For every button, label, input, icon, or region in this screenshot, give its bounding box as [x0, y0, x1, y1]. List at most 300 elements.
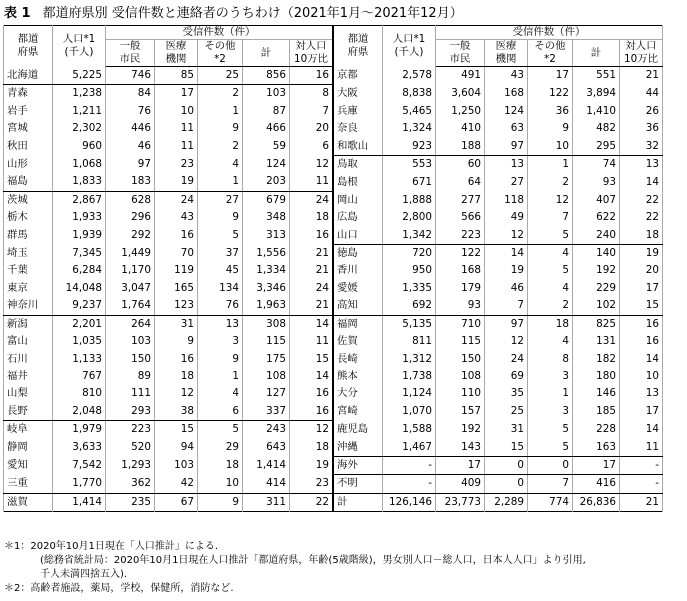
header-medical-r: 医療 機関	[485, 40, 528, 67]
left-other-cell: 5	[198, 227, 243, 245]
table-row	[4, 493, 663, 511]
left-citizen-cell: 1,170	[106, 262, 155, 279]
left-per100k-cell: 21	[290, 297, 334, 315]
table-caption: 都道府県別 受信件数と連絡者のうちわけ（2021年1月～2021年12月）	[42, 6, 463, 21]
right-medical-cell: 12	[485, 333, 528, 350]
left-other-cell: 27	[198, 191, 243, 209]
left-per100k-cell: 18	[290, 439, 334, 457]
right-other-cell: 18	[528, 315, 573, 333]
right-total-cell: 240	[573, 227, 620, 245]
right-population-cell: 1,467	[383, 439, 436, 457]
left-total-cell: 103	[243, 85, 290, 103]
left-per100k-cell: 14	[290, 368, 334, 385]
right-medical-cell: 27	[485, 173, 528, 191]
right-pref-cell: 宮崎	[333, 403, 383, 421]
right-total-cell: 17	[573, 456, 620, 474]
right-other-cell: 17	[528, 67, 573, 85]
left-population-cell: 2,048	[53, 403, 106, 421]
right-other-cell: 9	[528, 120, 573, 137]
left-other-cell: 9	[198, 120, 243, 137]
header-total: 計	[243, 40, 290, 67]
right-citizen-cell: 223	[436, 227, 485, 245]
left-pref-cell: 新潟	[4, 315, 53, 333]
right-pref-cell: 大阪	[333, 85, 383, 103]
left-citizen-cell: 3,047	[106, 280, 155, 297]
left-pref-cell: 山形	[4, 156, 53, 174]
right-population-cell: 720	[383, 245, 436, 263]
right-medical-cell: 2,289	[485, 493, 528, 511]
header-citizen: 一般 市民	[106, 40, 155, 67]
table-row	[4, 280, 663, 297]
right-population-cell: 1,312	[383, 351, 436, 368]
left-per100k-cell: 12	[290, 156, 334, 174]
left-medical-cell: 12	[155, 385, 198, 402]
right-other-cell: 122	[528, 85, 573, 103]
left-citizen-cell: 76	[106, 103, 155, 120]
right-pref-cell: 愛媛	[333, 280, 383, 297]
left-citizen-cell: 746	[106, 67, 155, 85]
right-pref-cell: 海外	[333, 456, 383, 474]
right-per100k-cell: 26	[620, 103, 663, 120]
right-total-cell: 229	[573, 280, 620, 297]
right-medical-cell: 43	[485, 67, 528, 85]
right-total-cell: 551	[573, 67, 620, 85]
left-population-cell: 9,237	[53, 297, 106, 315]
right-per100k-cell: 17	[620, 280, 663, 297]
right-citizen-cell: 60	[436, 156, 485, 174]
left-total-cell: 124	[243, 156, 290, 174]
left-population-cell: 3,633	[53, 439, 106, 457]
right-total-cell: 192	[573, 262, 620, 279]
table-row	[4, 421, 663, 439]
right-per100k-cell: 14	[620, 421, 663, 439]
left-pref-cell: 静岡	[4, 439, 53, 457]
left-citizen-cell: 362	[106, 475, 155, 493]
right-pref-cell: 不明	[333, 475, 383, 493]
left-other-cell: 3	[198, 333, 243, 350]
right-population-cell: 2,578	[383, 67, 436, 85]
footnote-1-detail: (総務省統計局：2020年10月1日現在人口推計「都道府県，年齢(5歳階級)，男女別人口－総人口，日本人人口」より引用,	[40, 555, 586, 566]
right-pref-cell: 奈良	[333, 120, 383, 137]
right-per100k-cell: 16	[620, 315, 663, 333]
left-per100k-cell: 21	[290, 262, 334, 279]
header-other: その他 *2	[198, 40, 243, 67]
right-pref-cell: 鹿児島	[333, 421, 383, 439]
left-pref-cell: 宮城	[4, 120, 53, 137]
right-medical-cell: 12	[485, 227, 528, 245]
right-population-cell: 811	[383, 333, 436, 350]
right-medical-cell: 25	[485, 403, 528, 421]
left-population-cell: 767	[53, 368, 106, 385]
table-row	[4, 120, 663, 137]
header-group: 受信件数（件）	[106, 26, 334, 40]
right-citizen-cell: 566	[436, 209, 485, 226]
right-other-cell: 3	[528, 368, 573, 385]
left-population-cell: 810	[53, 385, 106, 402]
right-pref-cell: 佐賀	[333, 333, 383, 350]
right-citizen-cell: 157	[436, 403, 485, 421]
right-pref-cell: 計	[333, 493, 383, 511]
right-total-cell: 180	[573, 368, 620, 385]
left-pref-cell: 神奈川	[4, 297, 53, 315]
left-citizen-cell: 296	[106, 209, 155, 226]
right-per100k-cell: 44	[620, 85, 663, 103]
left-medical-cell: 38	[155, 403, 198, 421]
right-total-cell: 140	[573, 245, 620, 263]
right-other-cell: 0	[528, 456, 573, 474]
left-citizen-cell: 150	[106, 351, 155, 368]
right-citizen-cell: 3,604	[436, 85, 485, 103]
right-per100k-cell: 21	[620, 67, 663, 85]
right-medical-cell: 46	[485, 280, 528, 297]
left-population-cell: 14,048	[53, 280, 106, 297]
table-row	[4, 403, 663, 421]
table-row	[4, 156, 663, 174]
left-medical-cell: 85	[155, 67, 198, 85]
table-row	[4, 85, 663, 103]
left-other-cell: 6	[198, 403, 243, 421]
table-row	[4, 475, 663, 493]
left-population-cell: 1,770	[53, 475, 106, 493]
left-medical-cell: 16	[155, 351, 198, 368]
right-pref-cell: 熊本	[333, 368, 383, 385]
left-pref-cell: 三重	[4, 475, 53, 493]
right-total-cell: 416	[573, 475, 620, 493]
header-pop: 人口*1 (千人)	[53, 26, 106, 67]
right-medical-cell: 49	[485, 209, 528, 226]
right-per100k-cell: 13	[620, 156, 663, 174]
header-per100k-r: 対人口 10万比	[620, 40, 663, 67]
right-citizen-cell: 110	[436, 385, 485, 402]
right-total-cell: 407	[573, 191, 620, 209]
table-row	[4, 209, 663, 226]
right-pref-cell: 広島	[333, 209, 383, 226]
left-total-cell: 348	[243, 209, 290, 226]
table-body	[4, 67, 663, 512]
right-total-cell: 146	[573, 385, 620, 402]
right-citizen-cell: 277	[436, 191, 485, 209]
left-population-cell: 960	[53, 138, 106, 156]
left-per100k-cell: 16	[290, 67, 334, 85]
left-population-cell: 1,238	[53, 85, 106, 103]
left-total-cell: 1,556	[243, 245, 290, 263]
right-other-cell: 5	[528, 262, 573, 279]
right-citizen-cell: 188	[436, 138, 485, 156]
left-citizen-cell: 84	[106, 85, 155, 103]
right-citizen-cell: 115	[436, 333, 485, 350]
left-medical-cell: 15	[155, 421, 198, 439]
left-other-cell: 9	[198, 351, 243, 368]
left-citizen-cell: 97	[106, 156, 155, 174]
left-medical-cell: 18	[155, 368, 198, 385]
header-other-r: その他 *2	[528, 40, 573, 67]
left-per100k-cell: 7	[290, 103, 334, 120]
right-citizen-cell: 143	[436, 439, 485, 457]
left-total-cell: 175	[243, 351, 290, 368]
right-total-cell: 26,836	[573, 493, 620, 511]
right-per100k-cell: 18	[620, 227, 663, 245]
left-other-cell: 9	[198, 493, 243, 511]
right-medical-cell: 7	[485, 297, 528, 315]
right-population-cell: 1,588	[383, 421, 436, 439]
left-per100k-cell: 16	[290, 385, 334, 402]
right-population-cell: 1,070	[383, 403, 436, 421]
right-other-cell: 12	[528, 191, 573, 209]
table-row	[4, 67, 663, 85]
right-citizen-cell: 64	[436, 173, 485, 191]
right-total-cell: 482	[573, 120, 620, 137]
right-per100k-cell: 17	[620, 403, 663, 421]
right-total-cell: 182	[573, 351, 620, 368]
right-total-cell: 295	[573, 138, 620, 156]
table-row	[4, 262, 663, 279]
right-population-cell: 2,800	[383, 209, 436, 226]
left-total-cell: 115	[243, 333, 290, 350]
right-pref-cell: 京都	[333, 67, 383, 85]
table-row	[4, 456, 663, 474]
right-total-cell: 131	[573, 333, 620, 350]
left-total-cell: 203	[243, 173, 290, 191]
left-per100k-cell: 15	[290, 351, 334, 368]
left-per100k-cell: 23	[290, 475, 334, 493]
left-pref-cell: 滋賀	[4, 493, 53, 511]
right-other-cell: 36	[528, 103, 573, 120]
footnote-2: ＊2：高齢者施設，薬局，学校，保健所，消防など.	[4, 583, 234, 594]
left-medical-cell: 103	[155, 456, 198, 474]
right-population-cell: 5,465	[383, 103, 436, 120]
right-other-cell: 4	[528, 280, 573, 297]
right-other-cell: 5	[528, 227, 573, 245]
left-total-cell: 856	[243, 67, 290, 85]
right-total-cell: 622	[573, 209, 620, 226]
left-other-cell: 5	[198, 421, 243, 439]
left-pref-cell: 栃木	[4, 209, 53, 226]
right-pref-cell: 香川	[333, 262, 383, 279]
left-citizen-cell: 1,764	[106, 297, 155, 315]
left-medical-cell: 10	[155, 103, 198, 120]
right-per100k-cell: 19	[620, 245, 663, 263]
left-medical-cell: 19	[155, 173, 198, 191]
right-other-cell: 1	[528, 385, 573, 402]
right-total-cell: 3,894	[573, 85, 620, 103]
left-total-cell: 414	[243, 475, 290, 493]
right-other-cell: 1	[528, 156, 573, 174]
right-total-cell: 825	[573, 315, 620, 333]
left-total-cell: 59	[243, 138, 290, 156]
table-row	[4, 333, 663, 350]
data-table-wrapper	[3, 25, 663, 512]
right-pref-cell: 大分	[333, 385, 383, 402]
table-title	[4, 2, 463, 21]
right-citizen-cell: 168	[436, 262, 485, 279]
left-other-cell: 134	[198, 280, 243, 297]
left-medical-cell: 94	[155, 439, 198, 457]
left-population-cell: 5,225	[53, 67, 106, 85]
right-other-cell: 7	[528, 209, 573, 226]
left-medical-cell: 42	[155, 475, 198, 493]
left-medical-cell: 16	[155, 227, 198, 245]
right-per100k-cell: 22	[620, 191, 663, 209]
left-per100k-cell: 20	[290, 120, 334, 137]
right-medical-cell: 13	[485, 156, 528, 174]
table-row	[4, 368, 663, 385]
left-total-cell: 466	[243, 120, 290, 137]
right-other-cell: 7	[528, 475, 573, 493]
left-population-cell: 7,345	[53, 245, 106, 263]
header-pref: 都道 府県	[4, 26, 53, 67]
left-other-cell: 4	[198, 385, 243, 402]
left-citizen-cell: 223	[106, 421, 155, 439]
right-citizen-cell: 491	[436, 67, 485, 85]
left-total-cell: 337	[243, 403, 290, 421]
left-pref-cell: 秋田	[4, 138, 53, 156]
left-other-cell: 29	[198, 439, 243, 457]
left-population-cell: 2,867	[53, 191, 106, 209]
left-total-cell: 243	[243, 421, 290, 439]
left-medical-cell: 9	[155, 333, 198, 350]
right-other-cell: 4	[528, 245, 573, 263]
right-per100k-cell: 11	[620, 439, 663, 457]
right-population-cell: 1,124	[383, 385, 436, 402]
right-population-cell: 1,335	[383, 280, 436, 297]
right-medical-cell: 35	[485, 385, 528, 402]
right-other-cell: 5	[528, 421, 573, 439]
left-pref-cell: 長野	[4, 403, 53, 421]
left-citizen-cell: 292	[106, 227, 155, 245]
left-medical-cell: 70	[155, 245, 198, 263]
right-other-cell: 5	[528, 439, 573, 457]
left-medical-cell: 11	[155, 120, 198, 137]
right-per100k-cell: 21	[620, 493, 663, 511]
right-pref-cell: 徳島	[333, 245, 383, 263]
left-population-cell: 1,035	[53, 333, 106, 350]
left-total-cell: 679	[243, 191, 290, 209]
right-medical-cell: 0	[485, 475, 528, 493]
left-per100k-cell: 16	[290, 403, 334, 421]
right-population-cell: 8,838	[383, 85, 436, 103]
table-row	[4, 245, 663, 263]
left-citizen-cell: 264	[106, 315, 155, 333]
left-other-cell: 18	[198, 456, 243, 474]
left-per100k-cell: 19	[290, 456, 334, 474]
right-per100k-cell: 15	[620, 297, 663, 315]
table-label: 表 1	[4, 6, 31, 21]
left-other-cell: 45	[198, 262, 243, 279]
left-citizen-cell: 89	[106, 368, 155, 385]
right-total-cell: 163	[573, 439, 620, 457]
left-other-cell: 25	[198, 67, 243, 85]
right-citizen-cell: 409	[436, 475, 485, 493]
right-other-cell: 4	[528, 333, 573, 350]
right-per100k-cell: 14	[620, 351, 663, 368]
left-other-cell: 1	[198, 173, 243, 191]
left-medical-cell: 17	[155, 85, 198, 103]
left-per100k-cell: 12	[290, 421, 334, 439]
left-population-cell: 1,933	[53, 209, 106, 226]
left-total-cell: 108	[243, 368, 290, 385]
header-total-r: 計	[573, 40, 620, 67]
right-per100k-cell: 22	[620, 209, 663, 226]
left-medical-cell: 165	[155, 280, 198, 297]
left-per100k-cell: 6	[290, 138, 334, 156]
left-population-cell: 1,833	[53, 173, 106, 191]
left-per100k-cell: 11	[290, 173, 334, 191]
right-other-cell: 774	[528, 493, 573, 511]
left-per100k-cell: 24	[290, 191, 334, 209]
right-pref-cell: 沖縄	[333, 439, 383, 457]
left-population-cell: 1,414	[53, 493, 106, 511]
left-citizen-cell: 235	[106, 493, 155, 511]
left-population-cell: 2,302	[53, 120, 106, 137]
left-total-cell: 3,346	[243, 280, 290, 297]
left-other-cell: 10	[198, 475, 243, 493]
table-row	[4, 315, 663, 333]
left-total-cell: 87	[243, 103, 290, 120]
footnotes	[4, 540, 586, 596]
right-citizen-cell: 192	[436, 421, 485, 439]
left-citizen-cell: 103	[106, 333, 155, 350]
left-population-cell: 1,979	[53, 421, 106, 439]
left-pref-cell: 東京	[4, 280, 53, 297]
left-medical-cell: 23	[155, 156, 198, 174]
right-pref-cell: 山口	[333, 227, 383, 245]
right-medical-cell: 69	[485, 368, 528, 385]
left-citizen-cell: 446	[106, 120, 155, 137]
left-other-cell: 2	[198, 138, 243, 156]
right-medical-cell: 0	[485, 456, 528, 474]
right-total-cell: 228	[573, 421, 620, 439]
left-per100k-cell: 16	[290, 227, 334, 245]
right-citizen-cell: 23,773	[436, 493, 485, 511]
left-per100k-cell: 8	[290, 85, 334, 103]
right-total-cell: 102	[573, 297, 620, 315]
right-citizen-cell: 179	[436, 280, 485, 297]
right-per100k-cell: 32	[620, 138, 663, 156]
left-pref-cell: 岩手	[4, 103, 53, 120]
right-population-cell: 126,146	[383, 493, 436, 511]
left-total-cell: 311	[243, 493, 290, 511]
left-other-cell: 76	[198, 297, 243, 315]
left-other-cell: 4	[198, 156, 243, 174]
right-population-cell: 553	[383, 156, 436, 174]
table-row	[4, 173, 663, 191]
left-other-cell: 13	[198, 315, 243, 333]
left-population-cell: 1,068	[53, 156, 106, 174]
table-row	[4, 191, 663, 209]
header-pop-r: 人口*1 (千人)	[383, 26, 436, 67]
right-citizen-cell: 93	[436, 297, 485, 315]
left-citizen-cell: 1,293	[106, 456, 155, 474]
right-medical-cell: 97	[485, 138, 528, 156]
left-population-cell: 2,201	[53, 315, 106, 333]
right-population-cell: 671	[383, 173, 436, 191]
left-citizen-cell: 183	[106, 173, 155, 191]
right-other-cell: 2	[528, 173, 573, 191]
left-pref-cell: 福井	[4, 368, 53, 385]
left-pref-cell: 岐阜	[4, 421, 53, 439]
footnote-1-detail-2: 千人未満四捨五入).	[40, 569, 128, 580]
right-medical-cell: 63	[485, 120, 528, 137]
left-total-cell: 313	[243, 227, 290, 245]
right-population-cell: 5,135	[383, 315, 436, 333]
left-per100k-cell: 24	[290, 280, 334, 297]
left-pref-cell: 石川	[4, 351, 53, 368]
left-population-cell: 6,284	[53, 262, 106, 279]
table-row	[4, 297, 663, 315]
right-medical-cell: 15	[485, 439, 528, 457]
right-pref-cell: 和歌山	[333, 138, 383, 156]
right-citizen-cell: 122	[436, 245, 485, 263]
